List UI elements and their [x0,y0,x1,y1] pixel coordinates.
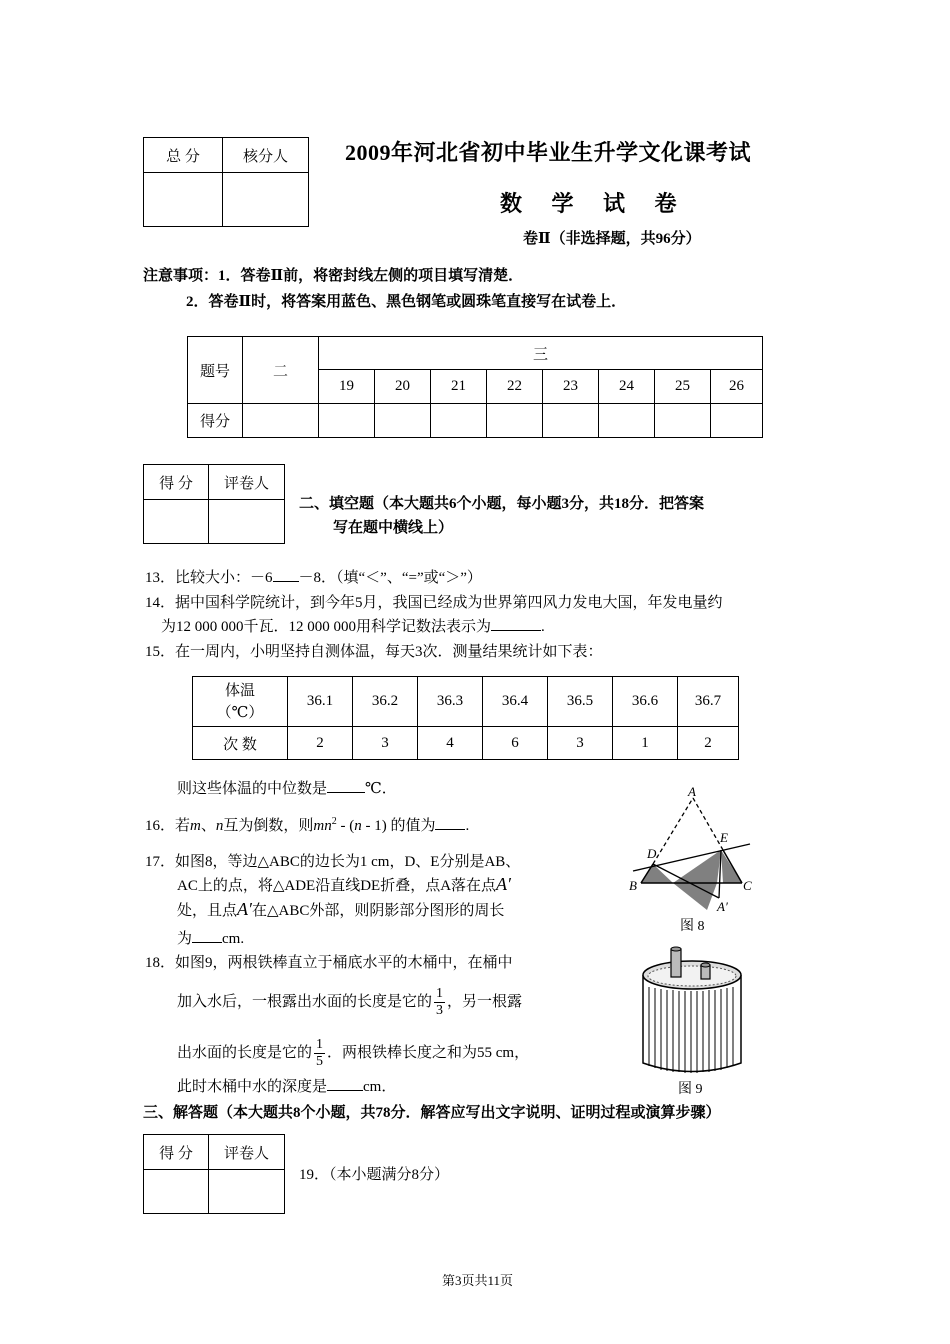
score-cell[interactable] [375,404,431,438]
score-cell[interactable] [543,404,599,438]
part-two-header: 二 [243,337,319,404]
shaded-region-right [673,850,721,910]
count-value: 2 [678,727,739,760]
label-E: E [720,830,728,845]
temp-value: 36.5 [548,677,613,727]
figure-9-caption: 图 9 [678,1082,703,1097]
temp-value: 36.7 [678,677,739,727]
grader-name-cell[interactable] [209,1170,285,1214]
exam-subtitle: 数 学 试 卷 [500,191,689,216]
grader-name-header: 评卷人 [209,465,285,500]
score-cell[interactable] [487,404,543,438]
checker-header: 核分人 [223,138,309,173]
count-value: 1 [613,727,678,760]
grader-box [143,464,285,544]
answer-blank[interactable] [192,928,222,943]
section-three-heading: 三、解答题（本大题共8个小题，共78分．解答应写出文字说明、证明过程或演算步骤） [143,1105,721,1121]
answer-blank[interactable] [491,616,541,631]
grader-name-header: 评卷人 [209,1135,285,1170]
label-D: D [647,846,657,861]
total-score-box [143,137,309,227]
temp-value: 36.3 [418,677,483,727]
row-label-question: 题号 [188,337,243,404]
question-number: 22 [487,370,543,404]
score-cell[interactable] [711,404,763,438]
count-value: 6 [483,727,548,760]
grader-score-header: 得 分 [144,465,209,500]
exam-title: 2009年河北省初中毕业生升学文化课考试 [345,140,752,165]
temp-value: 36.2 [353,677,418,727]
temperature-table [192,676,739,760]
checker-cell[interactable] [223,173,309,227]
temp-value: 36.6 [613,677,678,727]
grader-score-cell[interactable] [144,1170,209,1214]
score-cell[interactable] [243,404,319,438]
question-number: 20 [375,370,431,404]
score-cell[interactable] [599,404,655,438]
label-A-prime: A′ [717,899,728,914]
question-number: 23 [543,370,599,404]
part-three-header: 三 [319,337,763,370]
answer-blank[interactable] [327,1076,363,1091]
shaded-region-left [641,864,673,883]
temp-row-label: 体温 （℃） [193,677,288,727]
question-15-after: 则这些体温的中位数是 ℃． [177,777,397,798]
question-14-line-1: 14．据中国科学院统计，到今年5月，我国已经成为世界第四风力发电大国，年发电量约 [145,595,723,611]
label-A: A [688,784,696,799]
total-score-header: 总 分 [144,138,223,173]
count-value: 3 [353,727,418,760]
grader-score-header: 得 分 [144,1135,209,1170]
question-number: 19 [319,370,375,404]
score-cell[interactable] [655,404,711,438]
score-table [187,336,763,438]
question-18-line-4: 此时木桶中水的深度是 cm． [177,1075,396,1096]
question-13: 13．比较大小：－6 －8．（填“＜”、“=”或“＞”） [145,566,482,587]
score-cell[interactable] [319,404,375,438]
question-19: 19．（本小题满分8分） [299,1167,450,1183]
question-number: 26 [711,370,763,404]
section-two-heading-cont: 写在题中横线上） [333,520,454,536]
figure-9-diagram [635,945,750,1097]
section-two-heading: 二、填空题（本大题共6个小题，每小题3分，共18分．把答案 [299,496,705,512]
score-cell[interactable] [431,404,487,438]
question-18-line-2: 加入水后，一根露出水面的长度是它的 $\frac{1}{3}$ ，另一根露 [177,986,523,1018]
question-18-line-3: 出水面的长度是它的 $\frac{1}{5}$ ．两根铁棒长度之和为55 cm， [177,1037,530,1069]
grader-name-cell[interactable] [209,500,285,544]
answer-blank[interactable] [435,815,465,830]
figure-8-caption: 图 8 [680,919,705,934]
question-number: 21 [431,370,487,404]
question-15-line-1: 15．在一周内，小明坚持自测体温，每天3次．测量结果统计如下表： [145,644,603,660]
count-value: 4 [418,727,483,760]
question-number: 24 [599,370,655,404]
grader-box-2 [143,1134,285,1214]
question-18-line-1: 18．如图9，两根铁棒直立于桶底水平的木桶中，在桶中 [145,955,513,971]
page-footer: 第3页共11页 [442,1273,514,1288]
answer-blank[interactable] [327,778,365,793]
question-number: 25 [655,370,711,404]
total-score-cell[interactable] [144,173,223,227]
label-B: B [629,878,637,893]
count-value: 3 [548,727,613,760]
temp-value: 36.1 [288,677,353,727]
paper-note: 卷Ⅱ（非选择题，共96分） [523,231,701,247]
question-17-line-3: 处，且点A′在△ABC外部，则阴影部分图形的周长 [177,899,505,919]
question-17-line-2: AC上的点，将△ADE沿直线DE折叠，点A落在点A′ [177,874,511,894]
fraction-one-fifth: $\frac{1}{5}$ [316,1037,324,1069]
fraction-one-third: $\frac{1}{3}$ [436,986,444,1018]
question-16: 16．若m、n互为倒数，则$mn^2 - (n - 1)$ 的值为 . [145,816,470,834]
count-value: 2 [288,727,353,760]
notice-line-1: 注意事项：1．答卷Ⅱ前，将密封线左侧的项目填写清楚． [143,268,524,284]
count-row-label: 次 数 [193,727,288,760]
question-14-line-2: 为12 000 000千瓦．12 000 000用科学记数法表示为 . [161,615,545,636]
figure-8-diagram [625,780,760,940]
question-17-line-1: 17．如图8，等边△ABC的边长为1 cm，D、E分别是AB、 [145,854,521,870]
label-C: C [743,878,752,893]
notice-line-2: 2．答卷Ⅱ时，将答案用蓝色、黑色钢笔或圆珠笔直接写在试卷上． [186,294,627,310]
question-17-line-4: 为 cm. [177,927,244,948]
answer-blank[interactable] [273,567,299,582]
grader-score-cell[interactable] [144,500,209,544]
row-label-score: 得分 [188,404,243,438]
temp-value: 36.4 [483,677,548,727]
